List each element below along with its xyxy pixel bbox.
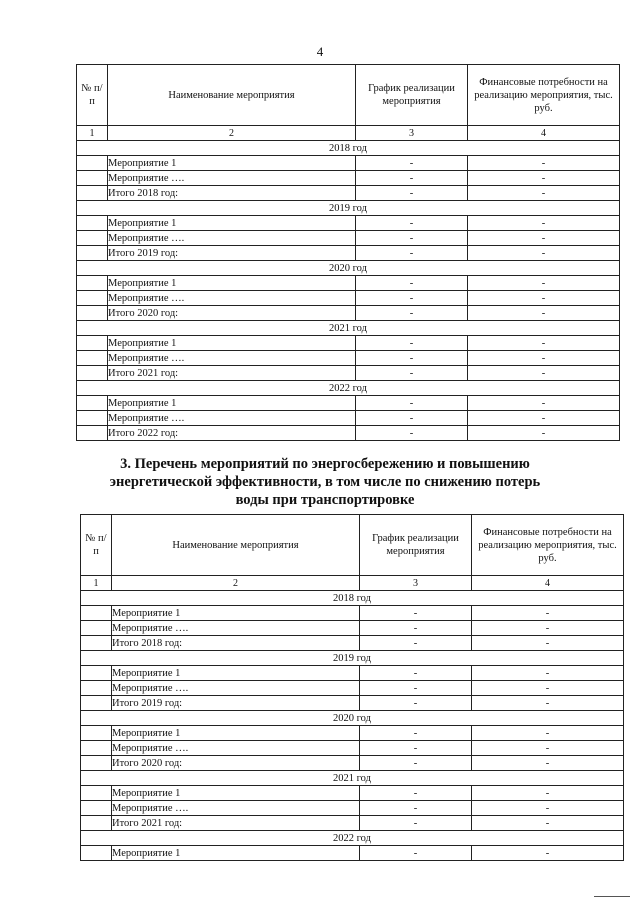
events-table-1 bbox=[76, 64, 620, 441]
schedule-cell: - bbox=[360, 636, 472, 651]
total-row bbox=[77, 426, 620, 441]
row-num-cell bbox=[77, 231, 108, 246]
year-row bbox=[77, 381, 620, 396]
row-num-cell bbox=[81, 606, 112, 621]
table-row bbox=[77, 396, 620, 411]
col-number: 2 bbox=[108, 126, 356, 141]
row-num-cell bbox=[81, 801, 112, 816]
finance-cell: - bbox=[472, 606, 624, 621]
year-label: 2020 год bbox=[77, 261, 620, 276]
row-num-cell bbox=[81, 846, 112, 861]
event-name: Итого 2020 год: bbox=[108, 306, 356, 321]
schedule-cell: - bbox=[360, 696, 472, 711]
year-label: 2022 год bbox=[77, 381, 620, 396]
event-name: Итого 2019 год: bbox=[108, 246, 356, 261]
row-num-cell bbox=[81, 636, 112, 651]
table-row bbox=[81, 846, 624, 861]
col-number: 4 bbox=[472, 576, 624, 591]
event-name: Итого 2021 год: bbox=[108, 366, 356, 381]
event-name: Мероприятие 1 bbox=[112, 666, 360, 681]
event-name: Мероприятие 1 bbox=[108, 156, 356, 171]
schedule-cell: - bbox=[360, 606, 472, 621]
table-row bbox=[81, 681, 624, 696]
header-row bbox=[77, 65, 620, 126]
row-num-cell bbox=[77, 276, 108, 291]
total-row bbox=[77, 186, 620, 201]
event-name: Мероприятие 1 bbox=[108, 216, 356, 231]
schedule-cell: - bbox=[356, 171, 468, 186]
table-row bbox=[77, 351, 620, 366]
schedule-cell: - bbox=[360, 621, 472, 636]
event-name: Итого 2019 год: bbox=[112, 696, 360, 711]
event-name: Мероприятие 1 bbox=[108, 276, 356, 291]
table-row bbox=[81, 606, 624, 621]
event-name: Мероприятие 1 bbox=[108, 336, 356, 351]
year-row bbox=[81, 771, 624, 786]
finance-cell: - bbox=[472, 846, 624, 861]
schedule-cell: - bbox=[360, 801, 472, 816]
header-schedule: График реализации мероприятия bbox=[360, 515, 472, 576]
finance-cell: - bbox=[472, 801, 624, 816]
schedule-cell: - bbox=[360, 756, 472, 771]
event-name: Мероприятие …. bbox=[112, 801, 360, 816]
year-row bbox=[77, 261, 620, 276]
row-num-cell bbox=[77, 216, 108, 231]
event-name: Итого 2020 год: bbox=[112, 756, 360, 771]
total-row bbox=[81, 816, 624, 831]
schedule-cell: - bbox=[356, 336, 468, 351]
year-label: 2018 год bbox=[77, 141, 620, 156]
row-num-cell bbox=[77, 291, 108, 306]
schedule-cell: - bbox=[356, 396, 468, 411]
schedule-cell: - bbox=[356, 426, 468, 441]
total-row bbox=[81, 636, 624, 651]
col-number: 3 bbox=[360, 576, 472, 591]
header-row bbox=[81, 515, 624, 576]
schedule-cell: - bbox=[356, 231, 468, 246]
column-number-row bbox=[77, 126, 620, 141]
event-name: Мероприятие 1 bbox=[112, 606, 360, 621]
schedule-cell: - bbox=[360, 846, 472, 861]
table-row bbox=[77, 216, 620, 231]
schedule-cell: - bbox=[360, 741, 472, 756]
finance-cell: - bbox=[472, 786, 624, 801]
row-num-cell bbox=[77, 186, 108, 201]
schedule-cell: - bbox=[356, 306, 468, 321]
table-row bbox=[81, 726, 624, 741]
table-row bbox=[77, 411, 620, 426]
finance-cell: - bbox=[468, 306, 620, 321]
col-number: 1 bbox=[77, 126, 108, 141]
total-row bbox=[77, 246, 620, 261]
finance-cell: - bbox=[468, 426, 620, 441]
table-row bbox=[81, 666, 624, 681]
finance-cell: - bbox=[468, 396, 620, 411]
header-schedule: График реализации мероприятия bbox=[356, 65, 468, 126]
event-name: Мероприятие …. bbox=[112, 621, 360, 636]
row-num-cell bbox=[81, 741, 112, 756]
row-num-cell bbox=[81, 816, 112, 831]
schedule-cell: - bbox=[356, 186, 468, 201]
row-num-cell bbox=[77, 351, 108, 366]
finance-cell: - bbox=[472, 621, 624, 636]
table-row bbox=[77, 171, 620, 186]
schedule-cell: - bbox=[360, 726, 472, 741]
row-num-cell bbox=[77, 306, 108, 321]
schedule-cell: - bbox=[356, 156, 468, 171]
table-row bbox=[77, 156, 620, 171]
finance-cell: - bbox=[468, 336, 620, 351]
row-num-cell bbox=[81, 786, 112, 801]
table-row bbox=[81, 621, 624, 636]
finance-cell: - bbox=[468, 411, 620, 426]
schedule-cell: - bbox=[360, 786, 472, 801]
finance-cell: - bbox=[468, 366, 620, 381]
event-name: Мероприятие …. bbox=[108, 411, 356, 426]
finance-cell: - bbox=[468, 291, 620, 306]
col-number: 1 bbox=[81, 576, 112, 591]
finance-cell: - bbox=[468, 216, 620, 231]
row-num-cell bbox=[77, 366, 108, 381]
section-title: 3. Перечень мероприятий по энергосбережению и повышению энергетической эффективности, в том числе по снижению потерь воды при транспортировке bbox=[109, 456, 541, 508]
row-num-cell bbox=[77, 156, 108, 171]
total-row bbox=[77, 366, 620, 381]
year-label: 2019 год bbox=[81, 651, 624, 666]
total-row bbox=[77, 306, 620, 321]
schedule-cell: - bbox=[356, 246, 468, 261]
schedule-cell: - bbox=[356, 291, 468, 306]
finance-cell: - bbox=[472, 756, 624, 771]
col-number: 2 bbox=[112, 576, 360, 591]
footer-line bbox=[594, 896, 630, 897]
schedule-cell: - bbox=[360, 816, 472, 831]
year-label: 2022 год bbox=[81, 831, 624, 846]
table-row bbox=[81, 786, 624, 801]
year-row bbox=[81, 831, 624, 846]
row-num-cell bbox=[77, 396, 108, 411]
row-num-cell bbox=[77, 426, 108, 441]
event-name: Мероприятие 1 bbox=[108, 396, 356, 411]
year-label: 2020 год bbox=[81, 711, 624, 726]
finance-cell: - bbox=[468, 246, 620, 261]
year-row bbox=[81, 651, 624, 666]
header-name: Наименование мероприятия bbox=[108, 65, 356, 126]
row-num-cell bbox=[77, 411, 108, 426]
total-row bbox=[81, 756, 624, 771]
schedule-cell: - bbox=[356, 366, 468, 381]
table-row bbox=[81, 741, 624, 756]
year-label: 2019 год bbox=[77, 201, 620, 216]
events-table-2 bbox=[80, 514, 624, 861]
event-name: Мероприятие 1 bbox=[112, 786, 360, 801]
finance-cell: - bbox=[468, 231, 620, 246]
row-num-cell bbox=[77, 171, 108, 186]
event-name: Мероприятие …. bbox=[108, 291, 356, 306]
table-row bbox=[77, 231, 620, 246]
year-label: 2021 год bbox=[77, 321, 620, 336]
event-name: Итого 2021 год: bbox=[112, 816, 360, 831]
finance-cell: - bbox=[472, 726, 624, 741]
total-row bbox=[81, 696, 624, 711]
event-name: Итого 2022 год: bbox=[108, 426, 356, 441]
header-num: № п/п bbox=[77, 65, 108, 126]
header-name: Наименование мероприятия bbox=[112, 515, 360, 576]
row-num-cell bbox=[81, 666, 112, 681]
finance-cell: - bbox=[472, 681, 624, 696]
year-row bbox=[77, 321, 620, 336]
finance-cell: - bbox=[468, 156, 620, 171]
schedule-cell: - bbox=[356, 216, 468, 231]
finance-cell: - bbox=[468, 171, 620, 186]
schedule-cell: - bbox=[360, 681, 472, 696]
schedule-cell: - bbox=[356, 411, 468, 426]
row-num-cell bbox=[81, 621, 112, 636]
row-num-cell bbox=[81, 756, 112, 771]
event-name: Мероприятие …. bbox=[108, 171, 356, 186]
table-row bbox=[77, 336, 620, 351]
header-finance: Финансовые потребности на реализацию мероприятия, тыс. руб. bbox=[472, 515, 624, 576]
row-num-cell bbox=[77, 246, 108, 261]
row-num-cell bbox=[81, 696, 112, 711]
year-row bbox=[77, 141, 620, 156]
table-row bbox=[77, 276, 620, 291]
page-number: 4 bbox=[316, 44, 324, 59]
year-label: 2018 год bbox=[81, 591, 624, 606]
header-finance: Финансовые потребности на реализацию мероприятия, тыс. руб. bbox=[468, 65, 620, 126]
finance-cell: - bbox=[468, 351, 620, 366]
event-name: Мероприятие …. bbox=[112, 741, 360, 756]
year-row bbox=[81, 591, 624, 606]
finance-cell: - bbox=[472, 696, 624, 711]
row-num-cell bbox=[77, 336, 108, 351]
column-number-row bbox=[81, 576, 624, 591]
event-name: Мероприятие 1 bbox=[112, 846, 360, 861]
event-name: Мероприятие …. bbox=[108, 351, 356, 366]
schedule-cell: - bbox=[356, 276, 468, 291]
event-name: Итого 2018 год: bbox=[112, 636, 360, 651]
header-num: № п/п bbox=[81, 515, 112, 576]
year-label: 2021 год bbox=[81, 771, 624, 786]
event-name: Мероприятие …. bbox=[108, 231, 356, 246]
event-name: Мероприятие …. bbox=[112, 681, 360, 696]
finance-cell: - bbox=[472, 741, 624, 756]
year-row bbox=[77, 201, 620, 216]
finance-cell: - bbox=[472, 636, 624, 651]
event-name: Мероприятие 1 bbox=[112, 726, 360, 741]
table-row bbox=[77, 291, 620, 306]
col-number: 4 bbox=[468, 126, 620, 141]
event-name: Итого 2018 год: bbox=[108, 186, 356, 201]
row-num-cell bbox=[81, 681, 112, 696]
schedule-cell: - bbox=[356, 351, 468, 366]
finance-cell: - bbox=[468, 186, 620, 201]
schedule-cell: - bbox=[360, 666, 472, 681]
finance-cell: - bbox=[468, 276, 620, 291]
col-number: 3 bbox=[356, 126, 468, 141]
finance-cell: - bbox=[472, 816, 624, 831]
finance-cell: - bbox=[472, 666, 624, 681]
year-row bbox=[81, 711, 624, 726]
table-row bbox=[81, 801, 624, 816]
row-num-cell bbox=[81, 726, 112, 741]
